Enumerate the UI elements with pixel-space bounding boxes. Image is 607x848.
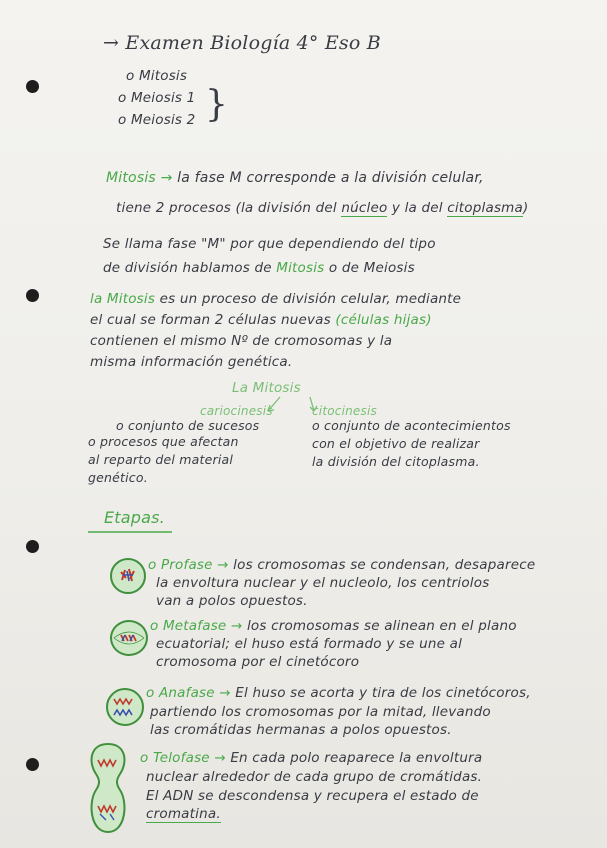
telofase-name: o Telofase — [140, 750, 210, 766]
profase-line-2: la envoltura nuclear y el nucleolo, los centriolos — [156, 575, 490, 591]
topic-item: o Meiosis 1 — [118, 90, 196, 106]
definition-line-4: misma información genética. — [90, 354, 293, 370]
intro-line-2: tiene 2 procesos (la división del núcleo y la del citoplasma) — [116, 200, 529, 216]
punch-hole — [26, 80, 39, 93]
anafase-line-2: partiendo los cromosomas por la mitad, llevando — [150, 704, 491, 720]
metafase-line-1: o Metafase → los cromosomas se alinean en el plano — [150, 618, 517, 634]
citocinesis-line: o conjunto de acontecimientos — [312, 418, 511, 433]
punch-hole — [26, 758, 39, 771]
intro-line-3: Se llama fase "M" por que dependiendo del tipo — [103, 236, 436, 252]
telofase-line-3: El ADN se descondensa y recupera el estado de — [146, 788, 479, 804]
title-text: Examen Biología 4° Eso B — [125, 32, 381, 54]
cariocinesis-line: al reparto del material — [88, 452, 234, 467]
cariocinesis-line: o procesos que afectan — [88, 434, 239, 449]
mitosis-term: la Mitosis — [90, 291, 156, 307]
definition-line-2: el cual se forman 2 células nuevas (células hijas) — [90, 312, 432, 328]
definition-line-1: la Mitosis es un proceso de división celular, mediante — [90, 291, 462, 307]
cariocinesis-title: cariocinesis — [200, 404, 273, 418]
arrow-icon: → — [214, 750, 226, 766]
arrow-icon: → — [103, 32, 120, 54]
anafase-line-1: o Anafase → El huso se acorta y tira de los cinetócoros, — [146, 685, 531, 701]
anafase-name: o Anafase — [146, 685, 215, 701]
metafase-name: o Metafase — [150, 618, 227, 634]
profase-line-3: van a polos opuestos. — [156, 593, 308, 609]
cariocinesis-line: genético. — [88, 470, 148, 485]
etapas-underline — [86, 528, 176, 536]
profase-line-1: o Profase → los cromosomas se condensan, desaparece — [148, 557, 536, 573]
arrow-icon: → — [219, 685, 231, 701]
metafase-cell-icon — [110, 620, 148, 656]
page-title — [103, 32, 381, 54]
citocinesis-line: la división del citoplasma. — [312, 454, 480, 469]
telofase-line-1: o Telofase → En cada polo reaparece la envoltura — [140, 750, 483, 766]
nucleo-underlined: núcleo — [341, 200, 388, 216]
punch-hole — [26, 289, 39, 302]
intro-line-4: de división hablamos de Mitosis o de Meiosis — [103, 260, 415, 276]
telofase-line-2: nuclear alrededor de cada grupo de cromátidas. — [146, 769, 483, 785]
metafase-line-2: ecuatorial; el huso está formado y se une al — [156, 636, 463, 652]
arrow-icon: → — [217, 557, 229, 573]
cariocinesis-line: o conjunto de sucesos — [116, 418, 260, 433]
citocinesis-title: citocinesis — [312, 404, 377, 418]
etapas-heading: Etapas. — [104, 508, 165, 527]
split-heading: La Mitosis — [232, 380, 301, 396]
telofase-line-4: cromatina. — [146, 806, 221, 822]
anafase-cell-icon — [106, 688, 144, 726]
intro-line-1: Mitosis → la fase M corresponde a la división celular, — [106, 170, 484, 186]
telofase-cell-icon — [86, 742, 130, 834]
mitosis-term: Mitosis — [106, 170, 156, 186]
metafase-line-3: cromosoma por el cinetócoro — [156, 654, 360, 670]
topic-item: o Mitosis — [126, 68, 188, 84]
arrow-icon: → — [230, 618, 243, 634]
brace-mark: } — [205, 84, 229, 125]
topic-item: o Meiosis 2 — [118, 112, 196, 128]
arrow-icon: → — [160, 170, 173, 186]
profase-name: o Profase — [148, 557, 213, 573]
punch-hole — [26, 540, 39, 553]
profase-cell-icon — [110, 558, 146, 594]
citocinesis-line: con el objetivo de realizar — [312, 436, 480, 451]
definition-line-3: contienen el mismo Nº de cromosomas y la — [90, 333, 393, 349]
citoplasma-underlined: citoplasma — [447, 200, 524, 216]
anafase-line-3: las cromátidas hermanas a polos opuestos. — [150, 722, 452, 738]
